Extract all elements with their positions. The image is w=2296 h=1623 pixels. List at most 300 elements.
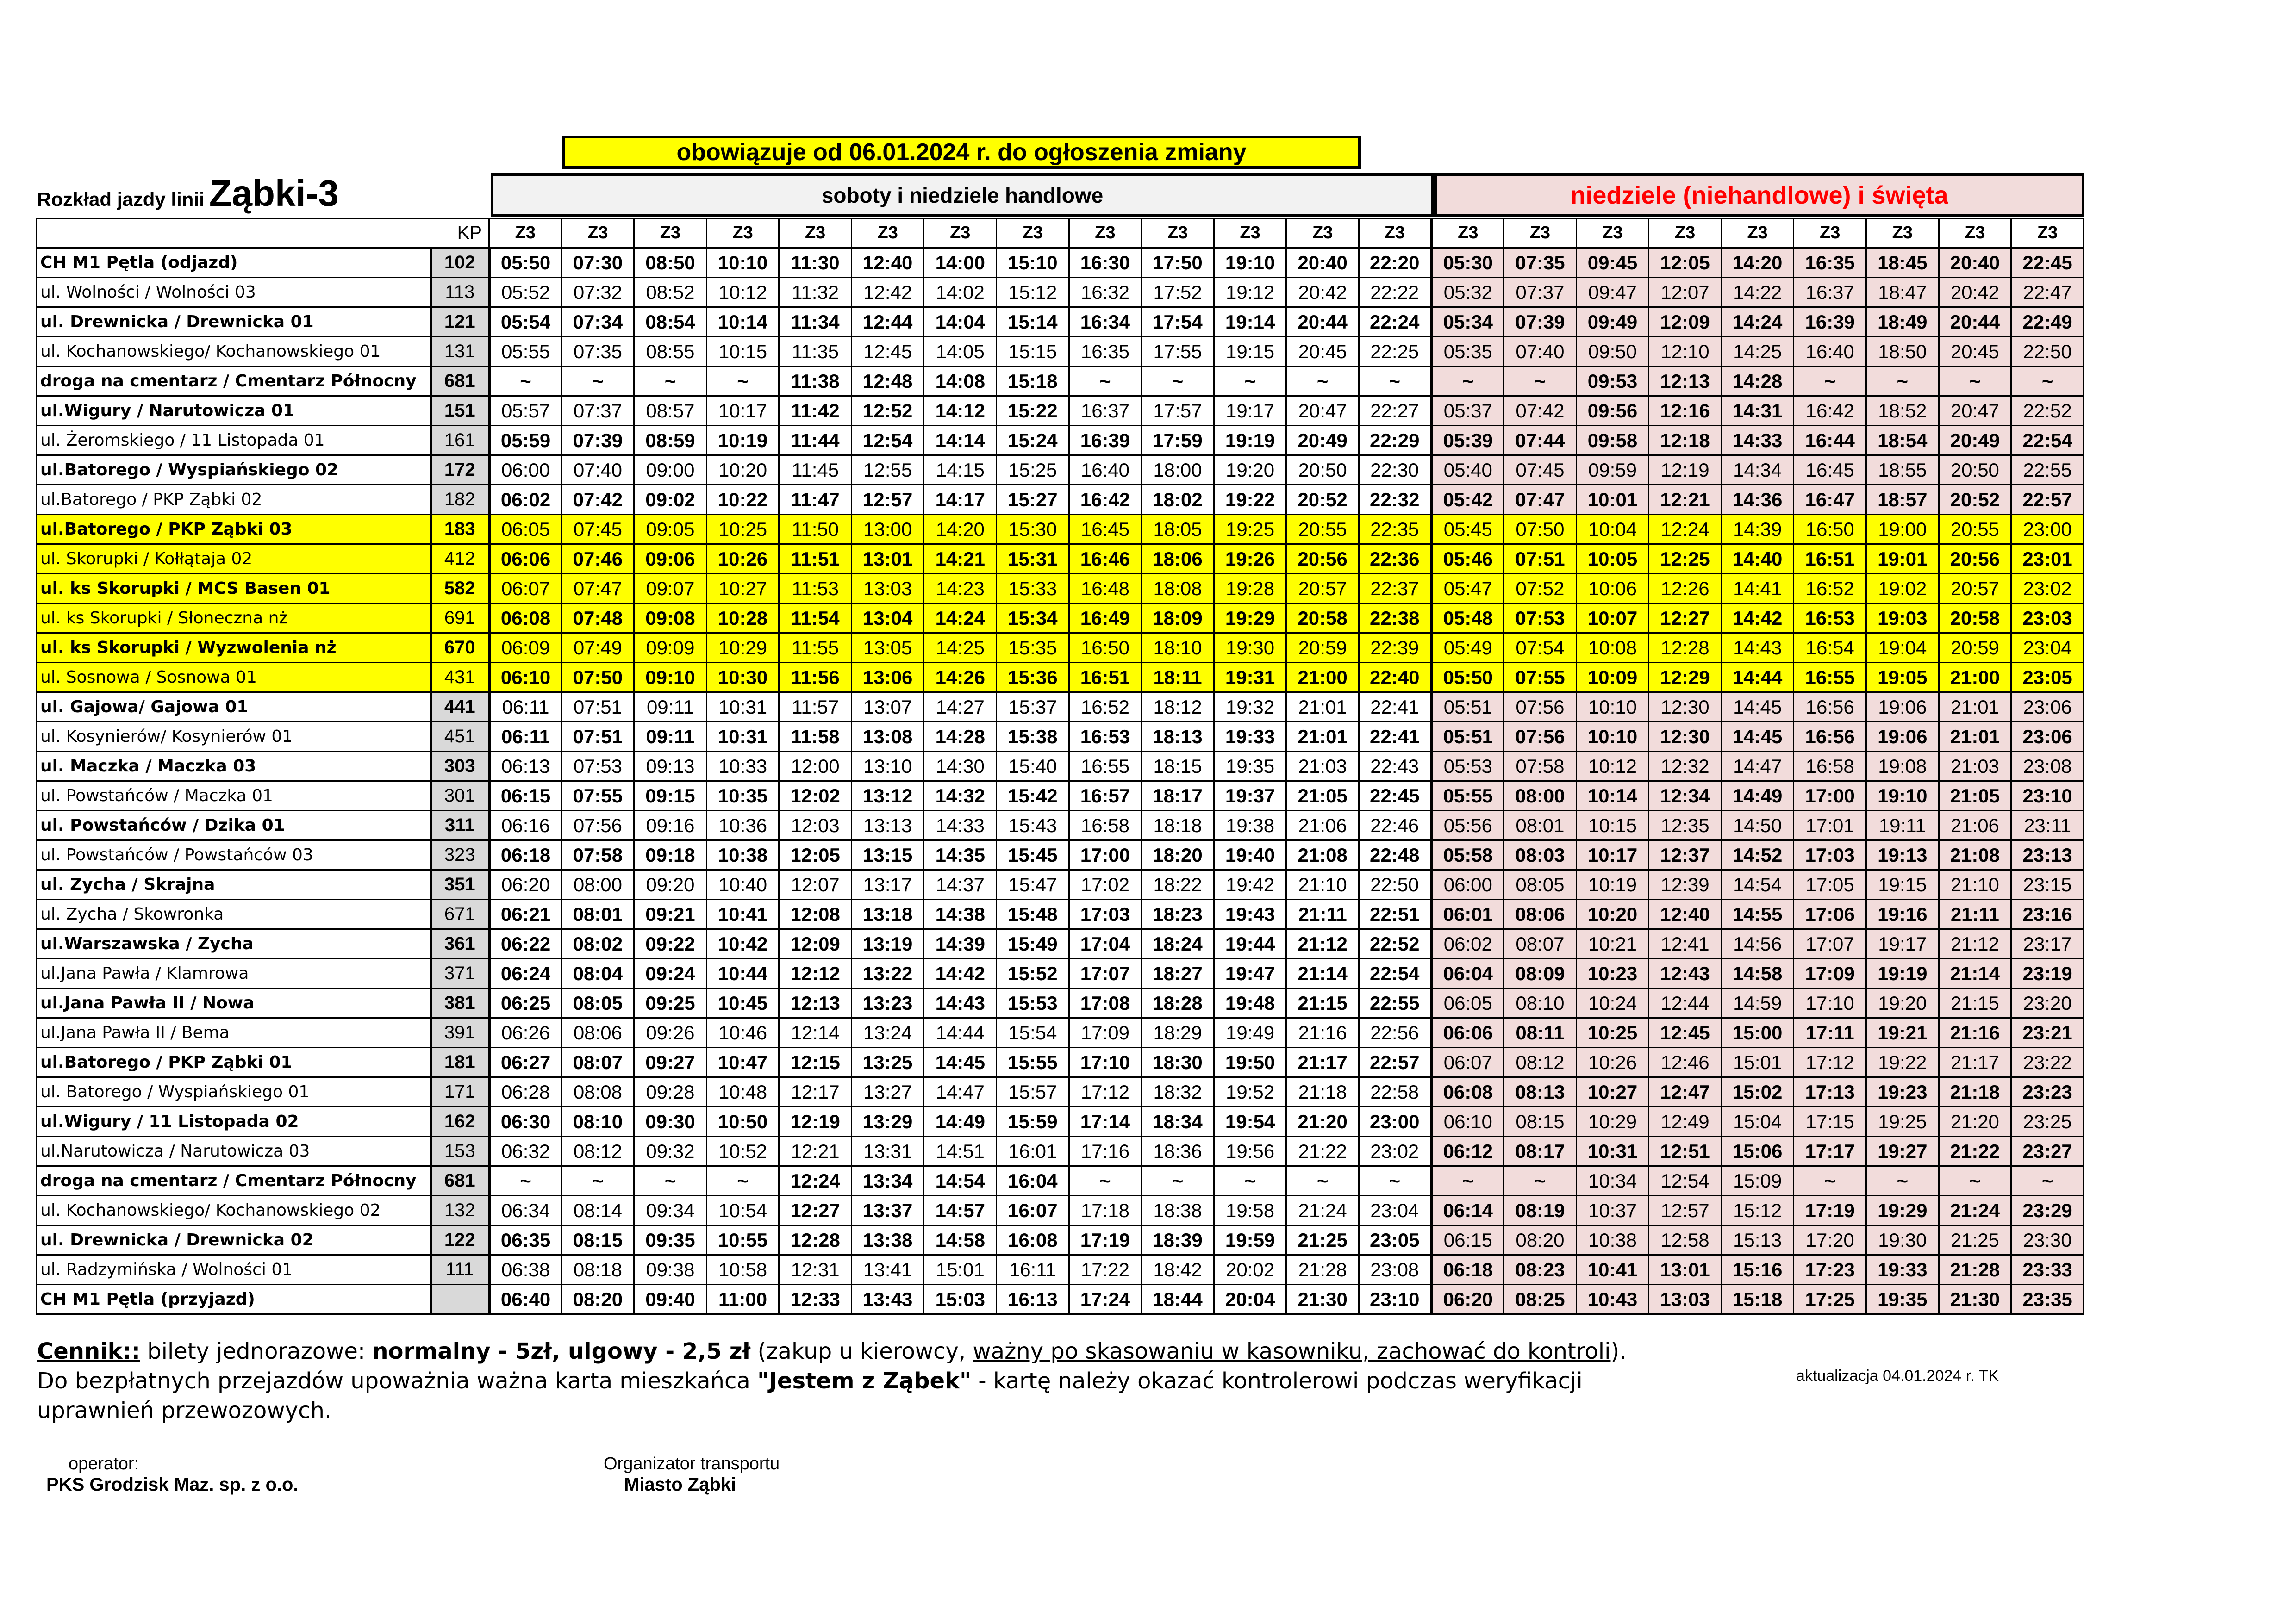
saturday-departure-time: 09:11 (634, 692, 707, 722)
sunday-departure-time: 13:03 (1649, 1285, 1722, 1314)
saturday-departure-time: 17:19 (1069, 1225, 1142, 1255)
sunday-departure-time: 12:57 (1649, 1196, 1722, 1225)
saturday-departure-time: 05:54 (489, 307, 562, 337)
saturday-departure-time: 17:22 (1069, 1255, 1142, 1285)
sunday-departure-time: 21:30 (1939, 1285, 2011, 1314)
saturday-departure-time: 10:15 (706, 337, 779, 367)
sunday-departure-time: 07:39 (1504, 307, 1577, 337)
saturday-departure-time: 20:49 (1286, 426, 1359, 455)
saturday-departure-time: 10:31 (706, 692, 779, 722)
saturday-departure-time: 20:52 (1286, 485, 1359, 515)
sunday-departure-time: 19:30 (1866, 1225, 1939, 1255)
stop-kp-code: 121 (431, 307, 489, 337)
saturday-departure-time: 15:33 (997, 574, 1069, 603)
saturday-departure-time: 14:25 (924, 633, 997, 663)
sunday-departure-time: 10:08 (1576, 633, 1649, 663)
sunday-departure-time: 08:23 (1504, 1255, 1577, 1285)
stop-name: ul. Batorego / Wyspiańskiego 01 (37, 1077, 431, 1107)
saturday-departure-time: 09:38 (634, 1255, 707, 1285)
saturday-departure-time: 16:07 (997, 1196, 1069, 1225)
saturday-departure-time: 06:08 (489, 603, 562, 633)
saturday-departure-time: 13:00 (851, 515, 924, 544)
timetable-row (37, 1225, 2084, 1255)
sunday-departure-time: 06:00 (1431, 870, 1504, 900)
saturday-departure-time: 09:35 (634, 1225, 707, 1255)
kp-header: KP (37, 218, 489, 248)
sunday-departure-time: 22:47 (2011, 278, 2084, 307)
saturday-departure-time: 15:34 (997, 603, 1069, 633)
saturday-departure-time: 20:42 (1286, 278, 1359, 307)
saturday-departure-time: 12:14 (779, 1018, 852, 1048)
saturday-departure-time: 15:52 (997, 959, 1069, 989)
sunday-departure-time: 12:10 (1649, 337, 1722, 367)
timetable-body (37, 248, 2084, 1314)
saturday-departure-time: 10:41 (706, 900, 779, 929)
saturday-departure-time: 18:32 (1142, 1077, 1214, 1107)
sunday-departure-time: 23:13 (2011, 840, 2084, 870)
saturday-departure-time: 10:10 (706, 248, 779, 278)
sunday-departure-time: 05:55 (1431, 781, 1504, 811)
sunday-departure-time: 14:43 (1721, 633, 1794, 663)
saturday-departure-time: 21:14 (1286, 959, 1359, 989)
sunday-departure-time: 12:49 (1649, 1107, 1722, 1137)
update-note: aktualizacja 04.01.2024 r. TK (1796, 1367, 1999, 1385)
sunday-departure-time: 05:50 (1431, 663, 1504, 692)
saturday-departure-time: 17:18 (1069, 1196, 1142, 1225)
sunday-departure-time: 19:01 (1866, 544, 1939, 574)
saturday-departure-time: 18:02 (1142, 485, 1214, 515)
saturday-departure-time: 14:08 (924, 367, 997, 396)
stop-name: ul. Powstańców / Dzika 01 (37, 811, 431, 840)
saturday-departure-time: 11:54 (779, 603, 852, 633)
saturday-departure-time: 14:35 (924, 840, 997, 870)
sunday-departure-time: 18:47 (1866, 278, 1939, 307)
saturday-departure-time: 14:21 (924, 544, 997, 574)
sunday-course-header: Z3 (1939, 218, 2011, 248)
saturday-departure-time: 07:56 (562, 811, 634, 840)
saturday-departure-time: 17:03 (1069, 900, 1142, 929)
stop-kp-code: 323 (431, 840, 489, 870)
stop-name: ul. Maczka / Maczka 03 (37, 752, 431, 781)
saturday-departure-time: 13:10 (851, 752, 924, 781)
saturday-departure-time: 10:48 (706, 1077, 779, 1107)
sunday-departure-time: 14:49 (1721, 781, 1794, 811)
saturday-departure-time: 08:10 (562, 1107, 634, 1137)
saturday-departure-time: 06:22 (489, 929, 562, 959)
sunday-departure-time: 14:52 (1721, 840, 1794, 870)
saturday-departure-time: 12:05 (779, 840, 852, 870)
stop-kp-code: 412 (431, 544, 489, 574)
sunday-departure-time: 14:44 (1721, 663, 1794, 692)
saturday-departure-time: 12:02 (779, 781, 852, 811)
saturday-departure-time: 09:32 (634, 1137, 707, 1166)
saturday-departure-time: 13:04 (851, 603, 924, 633)
saturday-departure-time: 20:40 (1286, 248, 1359, 278)
sunday-departure-time: 06:06 (1431, 1018, 1504, 1048)
saturday-departure-time: 12:55 (851, 455, 924, 485)
saturday-departure-time: 10:46 (706, 1018, 779, 1048)
sunday-departure-time: 23:00 (2011, 515, 2084, 544)
sunday-departure-time: 05:51 (1431, 722, 1504, 752)
saturday-departure-time: 06:05 (489, 515, 562, 544)
sunday-departure-time: 19:04 (1866, 633, 1939, 663)
timetable-row (37, 1018, 2084, 1048)
sunday-departure-time: 15:12 (1721, 1196, 1794, 1225)
sunday-departure-time: 19:06 (1866, 722, 1939, 752)
saturday-departure-time: 10:17 (706, 396, 779, 426)
saturday-departure-time: 08:05 (562, 989, 634, 1018)
sunday-departure-time: 19:06 (1866, 692, 1939, 722)
sunday-departure-time: 08:10 (1504, 989, 1577, 1018)
sunday-departure-time: 06:10 (1431, 1107, 1504, 1137)
saturday-departure-time: 10:42 (706, 929, 779, 959)
saturday-departure-time: 14:37 (924, 870, 997, 900)
sunday-departure-time: 14:22 (1721, 278, 1794, 307)
sunday-departure-time: 15:18 (1721, 1285, 1794, 1314)
operator-label: operator: (69, 1454, 139, 1474)
sunday-departure-time: 06:14 (1431, 1196, 1504, 1225)
timetable-row (37, 544, 2084, 574)
sunday-departure-time: 14:56 (1721, 929, 1794, 959)
saturday-departure-time: 16:34 (1069, 307, 1142, 337)
saturday-departure-time: 07:51 (562, 692, 634, 722)
stop-kp-code: 151 (431, 396, 489, 426)
sunday-departure-time: 15:13 (1721, 1225, 1794, 1255)
saturday-departure-time: 18:05 (1142, 515, 1214, 544)
sunday-departure-time: 17:01 (1794, 811, 1866, 840)
saturday-departure-time: 19:12 (1214, 278, 1286, 307)
saturday-departure-time: 18:29 (1142, 1018, 1214, 1048)
sunday-departure-time: 06:02 (1431, 929, 1504, 959)
price-text-1: bilety jednorazowe: (140, 1338, 373, 1364)
stop-name: ul.Wigury / 11 Listopada 02 (37, 1107, 431, 1137)
sunday-departure-time: 07:56 (1504, 692, 1577, 722)
saturday-departure-time: 07:39 (562, 426, 634, 455)
saturday-departure-time: 11:30 (779, 248, 852, 278)
saturday-departure-time: 08:04 (562, 959, 634, 989)
stop-name: ul. ks Skorupki / MCS Basen 01 (37, 574, 431, 603)
saturday-departure-time: 06:21 (489, 900, 562, 929)
stop-name: ul.Jana Pawła / Klamrowa (37, 959, 431, 989)
saturday-departure-time: 09:15 (634, 781, 707, 811)
sunday-departure-time: 07:54 (1504, 633, 1577, 663)
sunday-departure-time: 07:47 (1504, 485, 1577, 515)
saturday-departure-time: ~ (1142, 1166, 1214, 1196)
sunday-departure-time: 09:49 (1576, 307, 1649, 337)
stop-kp-code: 381 (431, 989, 489, 1018)
saturday-departure-time: 16:53 (1069, 722, 1142, 752)
saturday-departure-time: 15:37 (997, 692, 1069, 722)
saturday-departure-time: 10:45 (706, 989, 779, 1018)
sunday-departure-time: 08:15 (1504, 1107, 1577, 1137)
saturday-departure-time: 15:55 (997, 1048, 1069, 1077)
saturday-departure-time: 07:40 (562, 455, 634, 485)
sunday-departure-time: 21:10 (1939, 870, 2011, 900)
saturday-course-header: Z3 (1142, 218, 1214, 248)
stop-name: ul. ks Skorupki / Wyzwolenia nż (37, 633, 431, 663)
saturday-departure-time: 13:17 (851, 870, 924, 900)
saturday-departure-time: 09:27 (634, 1048, 707, 1077)
sunday-departure-time: 14:20 (1721, 248, 1794, 278)
saturday-departure-time: 19:30 (1214, 633, 1286, 663)
sunday-departure-time: 23:33 (2011, 1255, 2084, 1285)
sunday-departure-time: 12:39 (1649, 870, 1722, 900)
sunday-departure-time: 19:25 (1866, 1107, 1939, 1137)
sunday-departure-time: 12:13 (1649, 367, 1722, 396)
sunday-departure-time: 08:06 (1504, 900, 1577, 929)
saturday-departure-time: 14:42 (924, 959, 997, 989)
sunday-departure-time: 16:56 (1794, 722, 1866, 752)
saturday-departure-time: 13:37 (851, 1196, 924, 1225)
stop-kp-code: 681 (431, 1166, 489, 1196)
sunday-departure-time: 23:30 (2011, 1225, 2084, 1255)
saturday-departure-time: 06:10 (489, 663, 562, 692)
saturday-departure-time: 19:44 (1214, 929, 1286, 959)
stop-name: ul.Warszawska / Zycha (37, 929, 431, 959)
saturday-departure-time: 17:02 (1069, 870, 1142, 900)
sunday-departure-time: 23:35 (2011, 1285, 2084, 1314)
saturday-departure-time: 14:26 (924, 663, 997, 692)
saturday-departure-time: 20:57 (1286, 574, 1359, 603)
stop-kp-code: 671 (431, 900, 489, 929)
saturday-departure-time: 13:34 (851, 1166, 924, 1196)
sunday-departure-time: 17:12 (1794, 1048, 1866, 1077)
saturday-departure-time: 13:22 (851, 959, 924, 989)
sunday-departure-time: 15:06 (1721, 1137, 1794, 1166)
saturday-departure-time: ~ (706, 367, 779, 396)
sunday-departure-time: 23:05 (2011, 663, 2084, 692)
saturday-departure-time: 19:49 (1214, 1018, 1286, 1048)
stop-kp-code: 183 (431, 515, 489, 544)
stop-name: ul. Drewnicka / Drewnicka 02 (37, 1225, 431, 1255)
saturday-departure-time: 21:11 (1286, 900, 1359, 929)
stop-kp-code: 691 (431, 603, 489, 633)
saturday-departure-time: 10:22 (706, 485, 779, 515)
saturday-departure-time: 19:22 (1214, 485, 1286, 515)
saturday-course-header: Z3 (562, 218, 634, 248)
saturday-departure-time: 07:42 (562, 485, 634, 515)
saturday-departure-time: 11:45 (779, 455, 852, 485)
price-normal: normalny - 5zł, ulgowy - 2,5 zł (372, 1338, 751, 1364)
saturday-departure-time: 06:06 (489, 544, 562, 574)
saturday-course-header: Z3 (1069, 218, 1142, 248)
saturday-departure-time: 10:33 (706, 752, 779, 781)
timetable-row (37, 1196, 2084, 1225)
saturday-departure-time: 20:04 (1214, 1285, 1286, 1314)
sunday-departure-time: 06:18 (1431, 1255, 1504, 1285)
sunday-departure-time: 21:25 (1939, 1225, 2011, 1255)
saturday-departure-time: 13:41 (851, 1255, 924, 1285)
saturday-departure-time: 21:24 (1286, 1196, 1359, 1225)
saturday-departure-time: 19:35 (1214, 752, 1286, 781)
stop-kp-code: 102 (431, 248, 489, 278)
saturday-departure-time: 12:15 (779, 1048, 852, 1077)
sunday-departure-time: 12:51 (1649, 1137, 1722, 1166)
sunday-departure-time: 23:19 (2011, 959, 2084, 989)
sunday-departure-time: 14:45 (1721, 722, 1794, 752)
saturday-departure-time: 09:16 (634, 811, 707, 840)
saturday-departure-time: 20:58 (1286, 603, 1359, 633)
saturday-departure-time: 23:05 (1359, 1225, 1431, 1255)
saturday-departure-time: 09:25 (634, 989, 707, 1018)
saturday-departure-time: ~ (562, 1166, 634, 1196)
sunday-departure-time: 12:27 (1649, 603, 1722, 633)
saturday-departure-time: 13:24 (851, 1018, 924, 1048)
saturday-departure-time: 16:01 (997, 1137, 1069, 1166)
timetable-row (37, 396, 2084, 426)
sunday-departure-time: 16:58 (1794, 752, 1866, 781)
saturday-departure-time: 12:57 (851, 485, 924, 515)
saturday-departure-time: 17:50 (1142, 248, 1214, 278)
saturday-departure-time: 11:53 (779, 574, 852, 603)
timetable-row (37, 870, 2084, 900)
sunday-departure-time: 14:31 (1721, 396, 1794, 426)
saturday-departure-time: 16:37 (1069, 396, 1142, 426)
saturday-departure-time: 15:18 (997, 367, 1069, 396)
sunday-departure-time: 21:24 (1939, 1196, 2011, 1225)
timetable-row (37, 426, 2084, 455)
sunday-departure-time: 12:37 (1649, 840, 1722, 870)
stop-name: droga na cmentarz / Cmentarz Północny (37, 1166, 431, 1196)
stop-kp-code: 681 (431, 367, 489, 396)
saturday-departure-time: 15:57 (997, 1077, 1069, 1107)
timetable-row (37, 959, 2084, 989)
stop-kp-code: 582 (431, 574, 489, 603)
sunday-departure-time: 08:11 (1504, 1018, 1577, 1048)
sunday-departure-time: 16:50 (1794, 515, 1866, 544)
sunday-departure-time: 14:59 (1721, 989, 1794, 1018)
sunday-departure-time: ~ (1504, 1166, 1577, 1196)
stop-kp-code: 122 (431, 1225, 489, 1255)
sunday-departure-time: 16:47 (1794, 485, 1866, 515)
saturday-departure-time: 06:28 (489, 1077, 562, 1107)
saturday-departure-time: 06:32 (489, 1137, 562, 1166)
saturday-departure-time: 07:30 (562, 248, 634, 278)
stop-name: ul. Skorupki / Kołłątaja 02 (37, 544, 431, 574)
saturday-departure-time: 22:37 (1359, 574, 1431, 603)
sunday-departure-time: 20:50 (1939, 455, 2011, 485)
saturday-departure-time: 10:29 (706, 633, 779, 663)
saturday-departure-time: 19:19 (1214, 426, 1286, 455)
saturday-departure-time: 10:50 (706, 1107, 779, 1137)
saturday-departure-time: 13:15 (851, 840, 924, 870)
saturday-departure-time: 12:27 (779, 1196, 852, 1225)
saturday-departure-time: 12:48 (851, 367, 924, 396)
sunday-departure-time: 16:56 (1794, 692, 1866, 722)
saturday-departure-time: 20:44 (1286, 307, 1359, 337)
timetable-row (37, 989, 2084, 1018)
saturday-departure-time: 10:38 (706, 840, 779, 870)
saturday-departure-time: 06:38 (489, 1255, 562, 1285)
saturday-departure-time: 15:31 (997, 544, 1069, 574)
saturday-departure-time: 15:54 (997, 1018, 1069, 1048)
saturday-departure-time: 12:44 (851, 307, 924, 337)
sunday-departure-time: 12:47 (1649, 1077, 1722, 1107)
sunday-departure-time: 17:06 (1794, 900, 1866, 929)
saturday-departure-time: 19:17 (1214, 396, 1286, 426)
sunday-departure-time: ~ (1794, 367, 1866, 396)
sunday-departure-time: 20:52 (1939, 485, 2011, 515)
saturday-departure-time: 12:31 (779, 1255, 852, 1285)
saturday-departure-time: 20:45 (1286, 337, 1359, 367)
saturday-departure-time: 17:16 (1069, 1137, 1142, 1166)
saturday-departure-time: 09:00 (634, 455, 707, 485)
saturday-departure-time: 21:12 (1286, 929, 1359, 959)
saturday-departure-time: 09:18 (634, 840, 707, 870)
saturday-departure-time: 09:10 (634, 663, 707, 692)
saturday-departure-time: 14:04 (924, 307, 997, 337)
saturday-departure-time: 08:12 (562, 1137, 634, 1166)
sunday-departure-time: 19:29 (1866, 1196, 1939, 1225)
sunday-departure-time: 10:38 (1576, 1225, 1649, 1255)
stop-kp-code: 670 (431, 633, 489, 663)
saturday-departure-time: 18:12 (1142, 692, 1214, 722)
price-info (37, 1337, 1643, 1425)
saturday-departure-time: 09:28 (634, 1077, 707, 1107)
sunday-departure-time: 17:23 (1794, 1255, 1866, 1285)
sunday-departure-time: ~ (1866, 1166, 1939, 1196)
sunday-departure-time: ~ (1939, 367, 2011, 396)
saturday-departure-time: 18:39 (1142, 1225, 1214, 1255)
sunday-departure-time: 07:37 (1504, 278, 1577, 307)
sunday-departure-time: 08:01 (1504, 811, 1577, 840)
sunday-departure-time: 22:57 (2011, 485, 2084, 515)
sunday-departure-time: 23:16 (2011, 900, 2084, 929)
saturday-departure-time: ~ (1069, 367, 1142, 396)
organizer-name: Miasto Ząbki (624, 1474, 736, 1495)
saturday-departure-time: 21:25 (1286, 1225, 1359, 1255)
sunday-departure-time: 20:49 (1939, 426, 2011, 455)
saturday-departure-time: 15:01 (924, 1255, 997, 1285)
saturday-departure-time: 12:21 (779, 1137, 852, 1166)
saturday-departure-time: 14:30 (924, 752, 997, 781)
sunday-departure-time: 23:01 (2011, 544, 2084, 574)
stop-kp-code: 311 (431, 811, 489, 840)
sunday-departure-time: 21:28 (1939, 1255, 2011, 1285)
sunday-departure-time: 12:28 (1649, 633, 1722, 663)
saturday-departure-time: 13:25 (851, 1048, 924, 1077)
timetable-row (37, 633, 2084, 663)
timetable-row (37, 900, 2084, 929)
sunday-departure-time: 23:22 (2011, 1048, 2084, 1077)
sunday-departure-time: ~ (1431, 367, 1504, 396)
sunday-departure-time: 12:05 (1649, 248, 1722, 278)
saturday-departure-time: 11:38 (779, 367, 852, 396)
saturday-departure-time: 09:40 (634, 1285, 707, 1314)
saturday-departure-time: 14:49 (924, 1107, 997, 1137)
saturday-departure-time: 14:58 (924, 1225, 997, 1255)
sunday-departure-time: 10:24 (1576, 989, 1649, 1018)
sunday-departure-time: 10:10 (1576, 692, 1649, 722)
sunday-departure-time: 17:00 (1794, 781, 1866, 811)
sunday-departure-time: 22:49 (2011, 307, 2084, 337)
stop-name: CH M1 Pętla (przyjazd) (37, 1285, 431, 1314)
saturday-departure-time: 14:44 (924, 1018, 997, 1048)
sunday-course-header: Z3 (1649, 218, 1722, 248)
price-card: "Jestem z Ząbek" (757, 1368, 971, 1394)
sunday-departure-time: 12:16 (1649, 396, 1722, 426)
sunday-departure-time: 10:29 (1576, 1107, 1649, 1137)
saturday-departure-time: 18:22 (1142, 870, 1214, 900)
saturday-departure-time: 19:40 (1214, 840, 1286, 870)
saturday-departure-time: 06:30 (489, 1107, 562, 1137)
saturday-departure-time: 14:47 (924, 1077, 997, 1107)
saturday-departure-time: 11:50 (779, 515, 852, 544)
sunday-departure-time: 10:04 (1576, 515, 1649, 544)
sunday-departure-time: 15:04 (1721, 1107, 1794, 1137)
saturday-departure-time: 06:27 (489, 1048, 562, 1077)
stop-name: ul. Kochanowskiego/ Kochanowskiego 01 (37, 337, 431, 367)
